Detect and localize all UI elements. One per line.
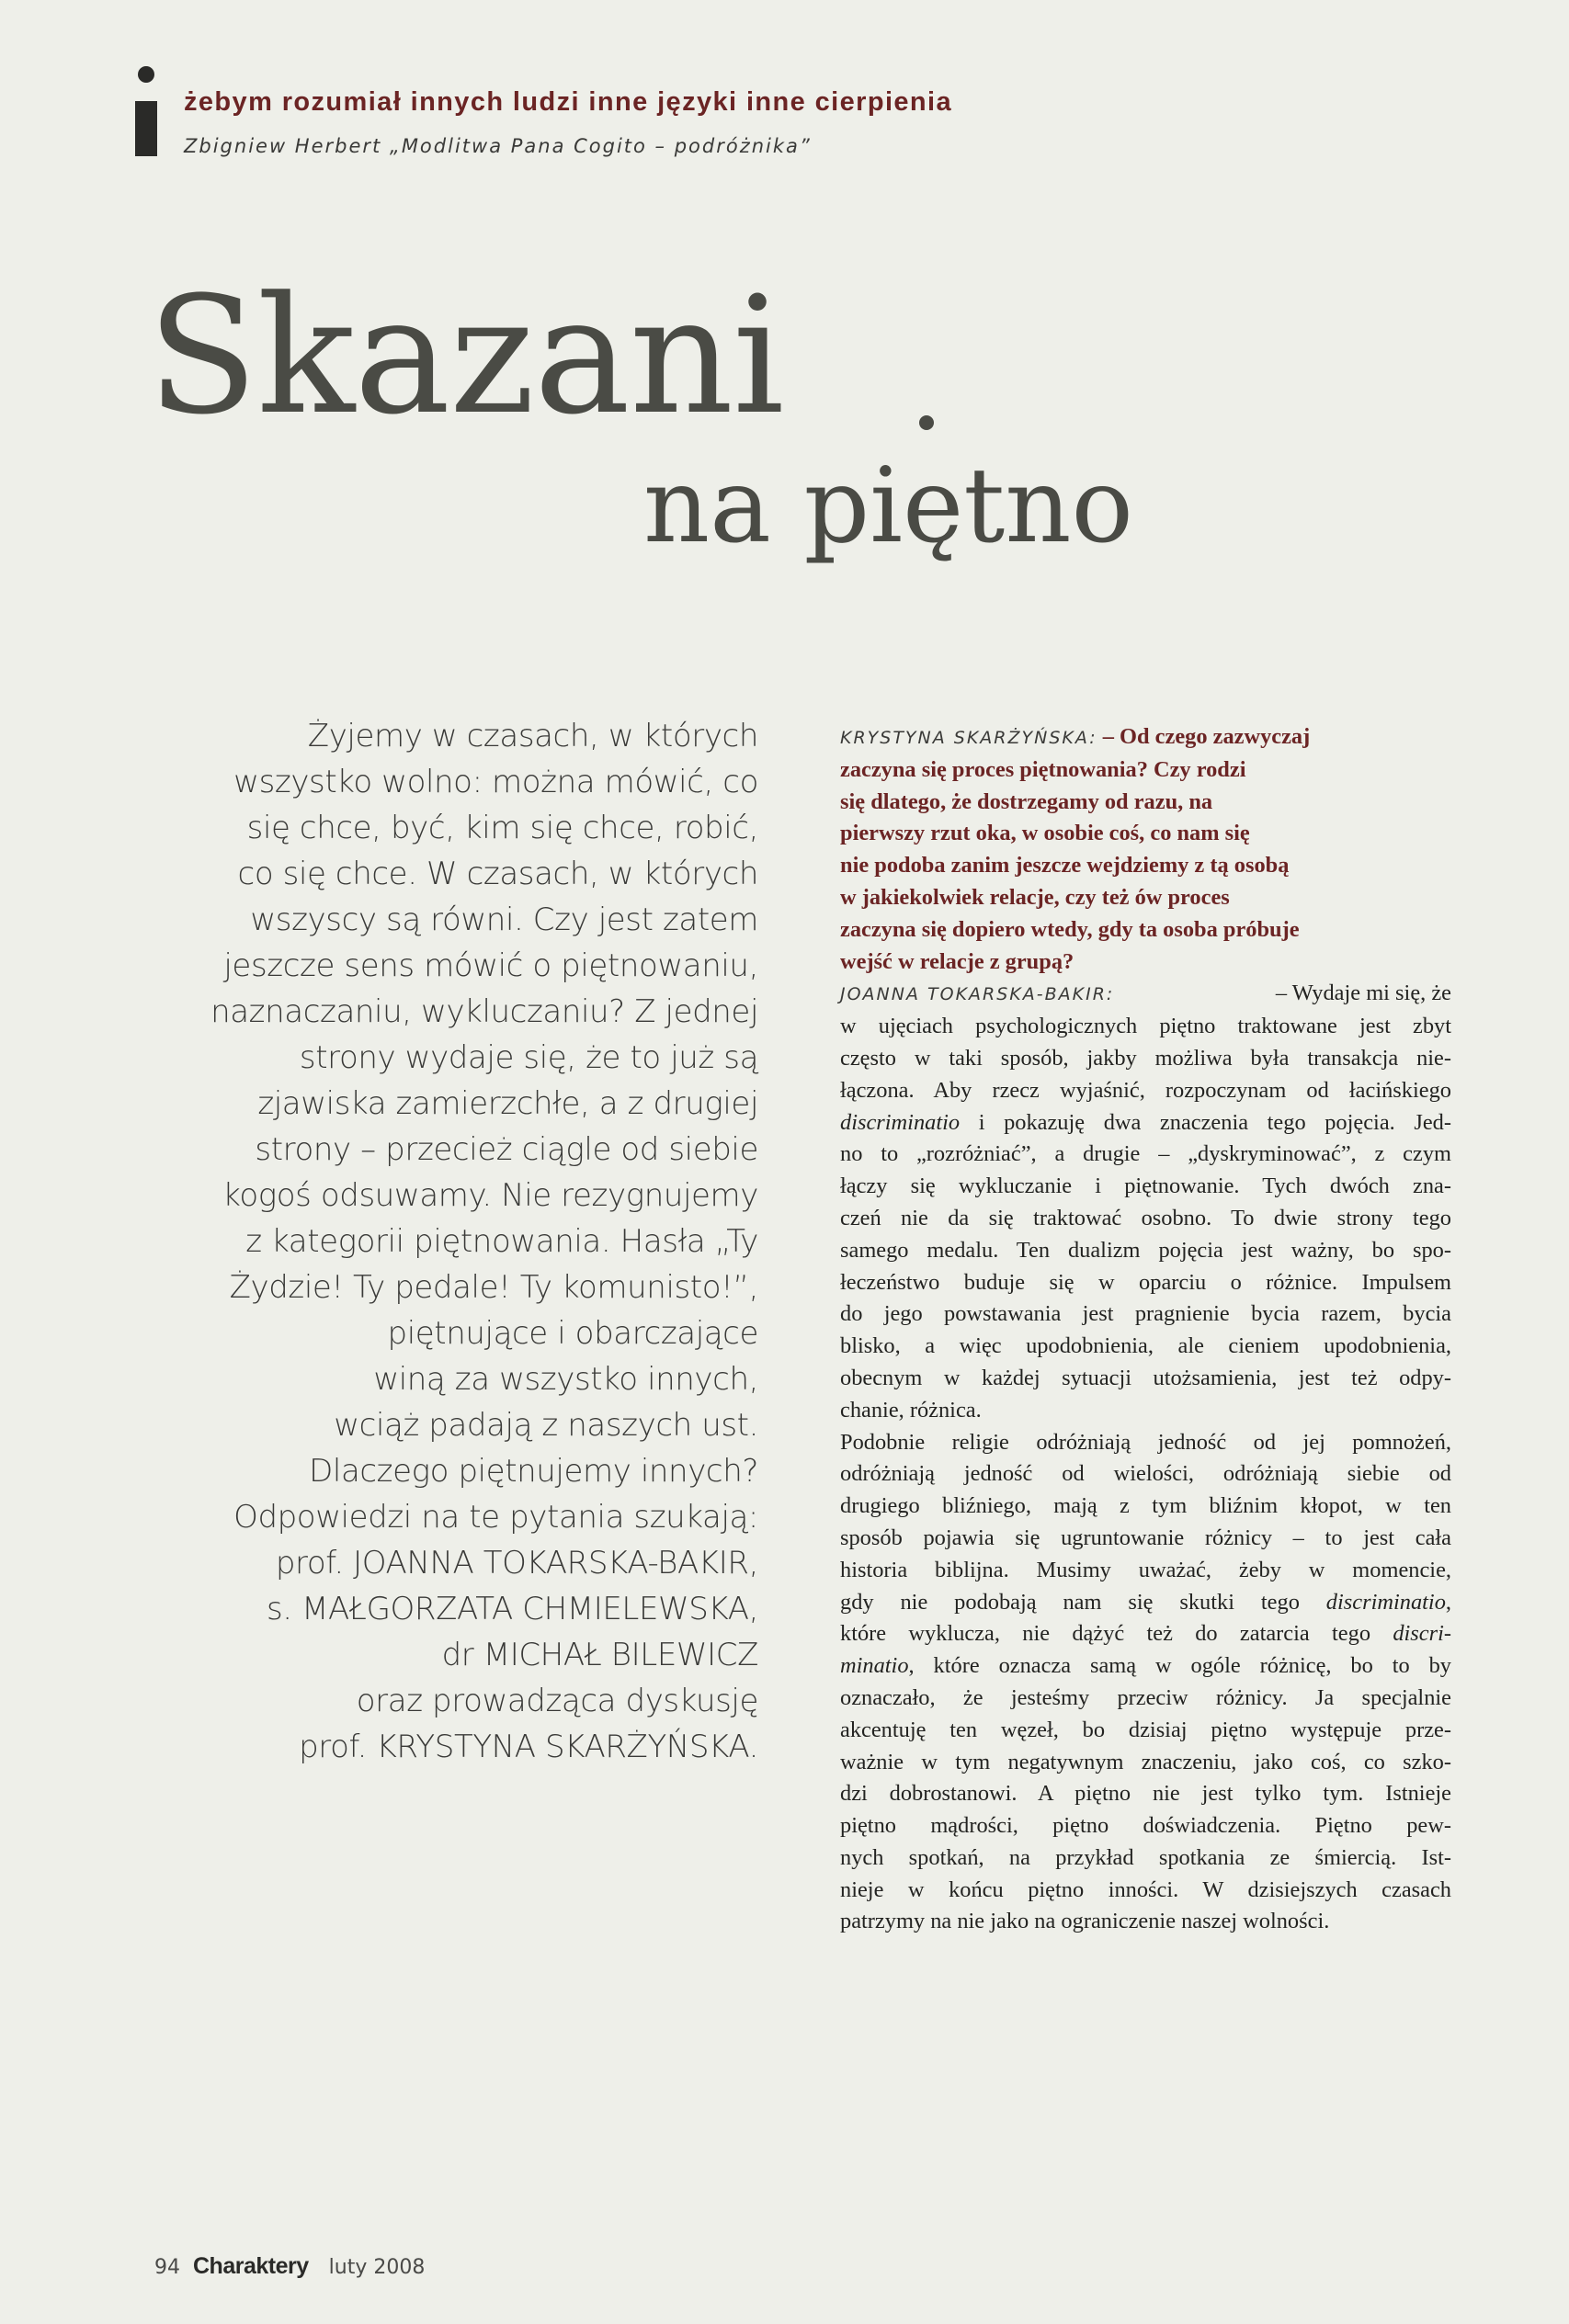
lead-line: Żydzie! Ty pedale! Ty komunisto!”, [229, 1269, 758, 1306]
lead-line: prof. JOANNA TOKARSKA-BAKIR, [275, 1545, 758, 1581]
answer-line: chanie, różnica. [840, 1397, 982, 1423]
lead-line: piętnujące i obarczające [387, 1315, 758, 1352]
answer-line: czeń nie da się traktować osobno. To dwie strony tego [840, 1205, 1451, 1230]
magazine-name: Charaktery [193, 2253, 309, 2279]
answer-first-line [840, 978, 1451, 1011]
lead-line: prof. KRYSTYNA SKARŻYŃSKA. [299, 1729, 758, 1765]
answer-line: historia biblijna. Musimy uważać, żeby w momencie, [840, 1557, 1451, 1582]
answer-line: łeczeństwo buduje się w oparciu o różnice. Impulsem [840, 1269, 1451, 1295]
answer-line: minatio, które oznacza samą w ogóle różnicę, bo to by [840, 1653, 1451, 1679]
lead-line: z kategorii piętnowania. Hasła „Ty [245, 1223, 758, 1260]
page-footer [154, 2253, 425, 2280]
answer-paragraph-2 [840, 1427, 1451, 1939]
lead-line: zjawiska zamierzchłe, a z drugiej [257, 1085, 758, 1122]
question-first-line [840, 721, 1451, 754]
issue-date: luty 2008 [328, 2256, 426, 2279]
question-line: w jakiekolwiek relacje, czy też ów proces [840, 884, 1230, 910]
answer-line: piętno mądrości, piętno doświadczenia. Piętno pew- [840, 1813, 1451, 1839]
answer-line: drugiego bliźniego, mają z tym bliźnim kłopot, w ten [840, 1493, 1451, 1519]
lead-line: Odpowiedzi na te pytania szukają: [233, 1499, 758, 1536]
answer-line: sposób pojawia się ugruntowanie różnicy – to jest cała [840, 1525, 1451, 1550]
answer-line: oznaczało, że jesteśmy przeciw różnicy. Ja specjalnie [840, 1684, 1451, 1710]
lead-line: wciąż padają z naszych ust. [334, 1407, 758, 1444]
answer-line: gdy nie podobają nam się skutki tego discriminatio, [840, 1589, 1451, 1615]
motto-source: Zbigniew Herbert „Modlitwa Pana Cogito – podróżnika” [184, 135, 812, 157]
lead-line: s. MAŁGORZATA CHMIELEWSKA, [266, 1591, 758, 1627]
answer-line: w ujęciach psychologicznych piętno traktowane jest zbyt [840, 1014, 1451, 1039]
question-block [840, 754, 1451, 979]
question-line: zaczyna się dopiero wtedy, gdy ta osoba próbuje [840, 916, 1300, 942]
question-line: pierwszy rzut oka, w osobie coś, co nam się [840, 821, 1250, 846]
answer-line: dzi dobrostanowi. A piętno nie jest tylko tym. Istnieje [840, 1781, 1451, 1807]
lead-line: co się chce. W czasach, w których [237, 856, 758, 892]
answer-line: łączy się wykluczanie i piętnowanie. Tych dwóch zna- [840, 1173, 1451, 1199]
question-line: się dlatego, że dostrzegamy od razu, na [840, 788, 1213, 814]
answer-line: blisko, a więc upodobnienia, ale cieniem upodobnienia, [840, 1333, 1451, 1359]
page-number: 94 [154, 2256, 180, 2279]
answer-line: discriminatio i pokazuję dwa znaczenia tego pojęcia. Jed- [840, 1109, 1451, 1135]
answer-line: no to „rozróżniać”, a drugie – „dyskryminować”, z czym [840, 1141, 1451, 1167]
article-title: Skazani [147, 262, 784, 450]
question-line: nie podoba zanim jeszcze wejdziemy z tą osobą [840, 853, 1290, 879]
answer-text: – Wydaje mi się, że [1275, 981, 1451, 1006]
lead-line: Żyjemy w czasach, w których [307, 718, 758, 754]
answer-line: patrzymy na nie jako na ograniczenie naszej wolności. [840, 1909, 1330, 1934]
answer-line: które wyklucza, nie dążyć też do zatarcia tego discri- [840, 1621, 1451, 1647]
lead-line: oraz prowadząca dyskusję [356, 1683, 758, 1719]
answer-line: nych spotkań, na przykład spotkania ze śmiercią. Ist- [840, 1844, 1451, 1870]
article-subtitle: na piętno [643, 447, 1133, 566]
title-period [919, 415, 934, 430]
lead-line: winą za wszystko innych, [373, 1361, 758, 1398]
answer-line: łączona. Aby rzecz wyjaśnić, rozpoczynam od łacińskiego [840, 1077, 1451, 1103]
lead-line: jeszcze sens mówić o piętnowaniu, [223, 947, 758, 984]
lead-line: Dlaczego piętnujemy innych? [309, 1453, 758, 1490]
speaker-label: JOANNA TOKARSKA-BAKIR: [840, 984, 1115, 1005]
info-i-icon [129, 66, 165, 158]
answer-line: często w taki sposób, jakby możliwa była transakcja nie- [840, 1045, 1451, 1071]
article-body [840, 721, 1451, 1938]
lead-line: wszyscy są równi. Czy jest zatem [250, 901, 758, 938]
question-line: wejść w relacje z grupą? [840, 948, 1074, 974]
lead-line: naznaczaniu, wykluczaniu? Z jednej [210, 993, 758, 1030]
answer-block [840, 1011, 1451, 1426]
lead-line: się chce, być, kim się chce, robić, [246, 810, 758, 846]
lead-line: wszystko wolno: można mówić, co [233, 764, 758, 800]
lead-line: dr MICHAŁ BILEWICZ [441, 1637, 758, 1673]
answer-line: samego medalu. Ten dualizm pojęcia jest ważny, bo spo- [840, 1237, 1451, 1263]
motto-quote: żebym rozumiał innych ludzi inne języki inne cierpienia [184, 87, 953, 117]
lead-line: strony – przecież ciągle od siebie [255, 1131, 758, 1168]
lead-line: strony wydaje się, że to już są [299, 1039, 758, 1076]
lead-line: kogoś odsuwamy. Nie rezygnujemy [222, 1177, 758, 1214]
speaker-label: KRYSTYNA SKARŻYŃSKA: [840, 728, 1097, 748]
answer-line: do jego powstawania jest pragnienie bycia razem, bycia [840, 1301, 1451, 1327]
lead-paragraph [110, 713, 758, 1770]
question-line: zaczyna się proces piętnowania? Czy rodzi [840, 756, 1246, 782]
answer-line: obecnym w każdej sytuacji utożsamienia, jest też odpy- [840, 1365, 1451, 1390]
answer-line: nieje w końcu piętno inności. W dzisiejszych czasach [840, 1876, 1451, 1902]
answer-line: Podobnie religie odróżniają jedność od jej pomnożeń, [840, 1429, 1451, 1455]
question-text: – Od czego zazwyczaj [1102, 724, 1311, 749]
answer-line: ważnie w tym negatywnym znaczeniu, jako coś, co szko- [840, 1749, 1451, 1774]
answer-line: odróżniają jedność od wielości, odróżniają siebie od [840, 1461, 1451, 1487]
answer-line: akcentuję ten węzeł, bo dzisiaj piętno występuje prze- [840, 1717, 1451, 1742]
